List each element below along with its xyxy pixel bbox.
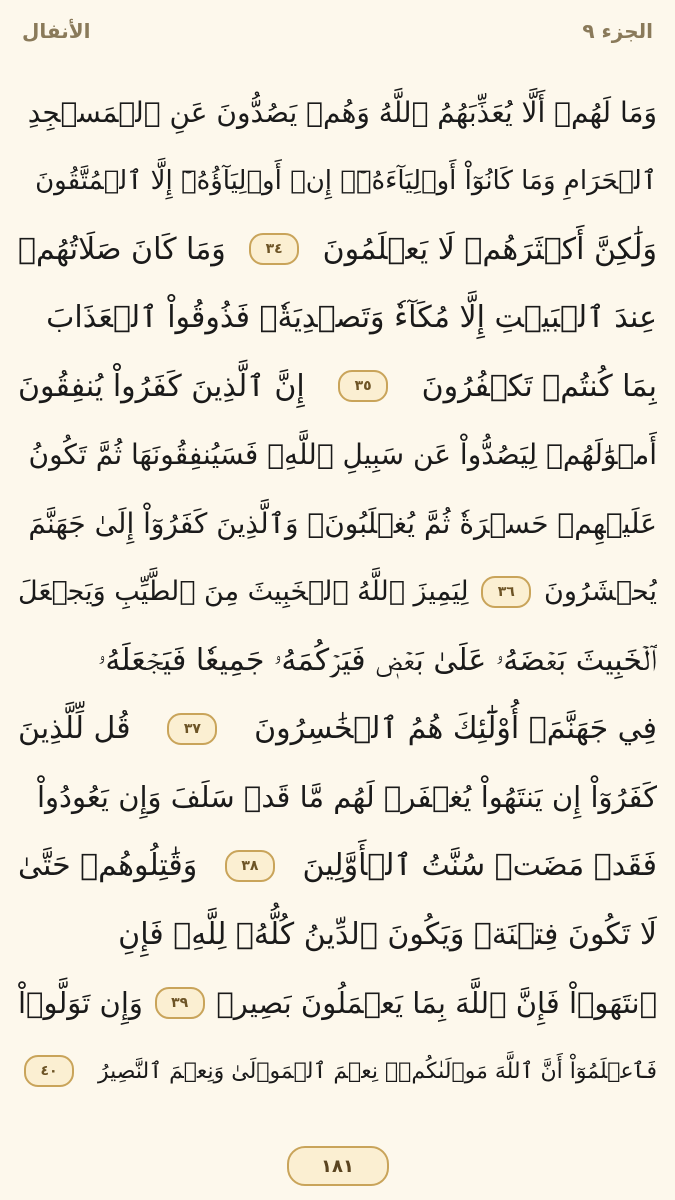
verse-line [18,763,657,832]
verse-text: ٱلۡحَرَامِ وَمَا كَانُوٓاْ أَوۡلِيَآءَهُۥٓۚ إِنۡ أَوۡلِيَآؤُهُۥٓ إِلَّا ٱلۡمُتَّقُونَ [35,165,657,196]
verse-line [18,215,657,284]
verse-text: قُل لِّلَّذِينَ [18,711,131,747]
verse-line [18,969,657,1038]
ayah-number-marker: ٣٨ [225,850,275,882]
ayah-number-marker: ٣٧ [167,713,217,745]
verse-text: كَفَرُوٓاْ إِن يَنتَهُواْ يُغۡفَرۡ لَهُم مَّا قَدۡ سَلَفَ وَإِن يَعُودُواْ [36,780,657,815]
verse-text: وَقَٰتِلُوهُمۡ حَتَّىٰ [18,848,198,884]
verse-line [18,626,657,695]
verse-text: يُحۡشَرُونَ [544,576,657,608]
verse-line [18,421,657,490]
verse-text: وَلَٰكِنَّ أَكۡثَرَهُمۡ لَا يَعۡلَمُونَ [322,231,657,267]
verse-line [18,832,657,901]
verse-text: وَمَا لَهُمۡ أَلَّا يُعَذِّبَهُمُ ٱللَّهُ وَهُمۡ يَصُدُّونَ عَنِ ٱلۡمَسۡجِدِ [27,95,657,129]
juz-label: الجزء ٩ [582,19,653,43]
verse-text: فِي جَهَنَّمَۚ أُوْلَٰٓئِكَ هُمُ ٱلۡخَٰسِرُونَ [254,711,657,747]
verse-line [18,695,657,764]
verse-text: عِندَ ٱلۡبَيۡتِ إِلَّا مُكَآءٗ وَتَصۡدِيَةٗۚ فَذُوقُواْ ٱلۡعَذَابَ [46,300,657,336]
page-footer [0,1146,675,1186]
verse-line [18,900,657,969]
verse-text: إِنَّ ٱلَّذِينَ كَفَرُواْ يُنفِقُونَ [18,368,305,404]
verse-text: فَٱعۡلَمُوٓاْ أَنَّ ٱللَّهَ مَوۡلَىٰكُمۡۚ نِعۡمَ ٱلۡمَوۡلَىٰ وَنِعۡمَ ٱلنَّصِيرُ [98,1058,657,1084]
ayah-number-marker: ٣٥ [338,370,388,402]
verse-text: لَا تَكُونَ فِتۡنَةٞ وَيَكُونَ ٱلدِّينُ كُلُّهُۥ لِلَّهِۚ فَإِنِ [118,916,657,952]
verse-line [18,1037,657,1106]
verse-text: وَإِن تَوَلَّوۡاْ [18,985,143,1020]
verse-line [18,352,657,421]
ayah-number-marker: ٣٩ [155,987,205,1019]
verse-text: فَقَدۡ مَضَتۡ سُنَّتُ ٱلۡأَوَّلِينَ [302,848,657,884]
page-header [0,0,675,62]
verse-text: لِيَمِيزَ ٱللَّهُ ٱلۡخَبِيثَ مِنَ ٱلطَّيِّبِ وَيَجۡعَلَ [18,576,469,608]
quran-page-text [18,78,657,1106]
verse-text: ٱنتَهَوۡاْ فَإِنَّ ٱللَّهَ بِمَا يَعۡمَلُونَ بَصِيرٞ [216,985,657,1020]
verse-line [18,147,657,216]
verse-line [18,558,657,627]
ayah-number-marker: ٤٠ [24,1055,74,1087]
ayah-number-marker: ٣٦ [481,576,531,608]
verse-line [18,78,657,147]
verse-text: عَلَيۡهِمۡ حَسۡرَةٗ ثُمَّ يُغۡلَبُونَۗ وَٱلَّذِينَ كَفَرُوٓاْ إِلَىٰ جَهَنَّمَ [28,506,657,540]
verse-text: ٱلۡخَبِيثَ بَعۡضَهُۥ عَلَىٰ بَعۡضٖ فَيَرۡكُمَهُۥ جَمِيعٗا فَيَجۡعَلَهُۥ [97,642,657,678]
surah-name: الأنفال [22,19,91,43]
verse-line [18,284,657,353]
verse-text: بِمَا كُنتُمۡ تَكۡفُرُونَ [421,368,657,404]
verse-line [18,489,657,558]
ayah-number-marker: ٣٤ [249,233,299,265]
verse-text: أَمۡوَٰلَهُمۡ لِيَصُدُّواْ عَن سَبِيلِ ٱللَّهِۚ فَسَيُنفِقُونَهَا ثُمَّ تَكُونُ [28,438,657,472]
page-number: ١٨١ [287,1146,389,1186]
verse-text: وَمَا كَانَ صَلَاتُهُمۡ [18,231,226,267]
